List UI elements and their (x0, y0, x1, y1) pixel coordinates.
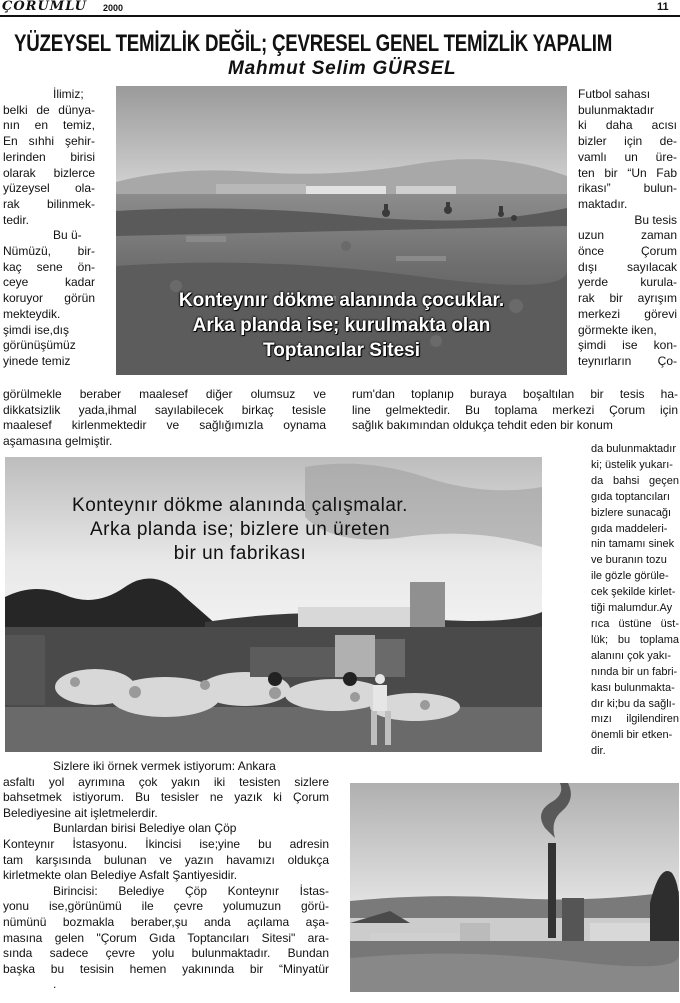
text-line: olarak bizlerce (3, 165, 95, 180)
text-line: yerde kurula- (578, 275, 677, 290)
text-line: nin tamamı sinek (591, 538, 675, 551)
text-line: ve buranın tozu (591, 554, 667, 567)
text-line: görmekte iken, (578, 322, 657, 337)
text-line: ile gözle görüle- (591, 570, 669, 583)
text-line: kirletmekte olan Belediye Asfalt Şantiyesidir. (3, 868, 238, 883)
text-line: yinede temiz (3, 353, 71, 368)
text-line: başka bu tesisin hemen yakınında bir “Minyatür (3, 961, 329, 976)
column-bottom-left (3, 759, 329, 993)
text-line: belki de dünya- (3, 102, 95, 117)
author-byline: Mahmut Selim GÜRSEL (228, 58, 457, 79)
column-right-top (578, 87, 677, 370)
text-line: rıca üstüne üst- (591, 617, 679, 630)
text-line: önce Çorum (578, 244, 677, 259)
text-line: merkezi görevi (578, 306, 677, 321)
text-line: . (53, 977, 57, 992)
text-line: önemli bir etken- (591, 729, 673, 742)
photo-illustration (350, 783, 679, 992)
text-line: maktadır. (578, 196, 628, 211)
text-line: bizler için de- (578, 134, 677, 149)
text-line: yüzeysel ola- (3, 181, 95, 196)
text-line: İlimiz; (53, 87, 84, 101)
text-line: bizlere sunacağı (591, 506, 672, 519)
text-line: gıda toptancıları (591, 490, 670, 503)
text-line: Bu tesis (634, 212, 677, 227)
text-line: gıda maddeleri- (591, 522, 668, 535)
text-line: Konteynır İstasyonu. İkincisi ise;yine bu adresin (3, 836, 329, 851)
text-line: masına gelen "Çorum Gıda Toptancıları Sitesi" ara- (3, 930, 329, 945)
text-line: da bulunmaktadır (591, 443, 676, 455)
text-line: rum'dan toplanıp buraya boşaltılan bir tesis ha- (352, 387, 678, 401)
text-line: mekteydik. (3, 306, 61, 321)
text-line: cek şekilde kirlet- (591, 586, 676, 599)
caption-line: Konteynır dökme alanında çocuklar. (178, 290, 505, 311)
text-line: dışı sayılacak (578, 259, 677, 274)
text-line: Bu ü- (53, 228, 82, 243)
text-line: maalesef kirlenmektedir ve sağlığımızla oynama (3, 418, 326, 433)
caption-line: Toptancılar Sitesi (263, 340, 420, 361)
text-line: da bahsi geçen (591, 474, 679, 487)
caption-line: Konteynır dökme alanında çalışmalar. (72, 495, 408, 516)
text-line: Birincisi: Belediye Çöp Konteynır İstas- (53, 883, 329, 898)
column-right-wide (352, 387, 678, 434)
text-line: dir. (591, 745, 606, 758)
text-line: rak bir ayrışım (578, 291, 677, 306)
text-line: ki; üstelik yukarı- (591, 458, 673, 471)
text-line: kaç sene ön- (3, 259, 95, 274)
text-line: uzun zaman (578, 228, 677, 243)
caption-line: Arka planda ise; bizlere un üreten (89, 519, 391, 540)
text-line: lerinden birisi (3, 149, 95, 164)
masthead-rule (0, 15, 680, 17)
text-line: rikası” bulun- (578, 181, 677, 196)
text-line: koruyor görün (3, 291, 95, 306)
text-line: Sizlere iki örnek vermek istiyorum: Ankara (53, 759, 276, 773)
text-line: görülmekle beraber maalesef diğer olumsuz ve (3, 387, 326, 401)
column-left-top (3, 87, 95, 370)
text-line: dikkatsizlik yada,ihmal sayılabilecek birkaç tesisle (3, 402, 326, 417)
text-line: line gelmektedir. Bu toplama merkezi Çorum için (352, 402, 678, 417)
text-line: nümünü bozmakla beraber,şu anda açılama aşa- (3, 914, 329, 929)
text-line: sında sadece çevre yolu bulunmaktadır. Bundan (3, 946, 329, 961)
text-line: lük; bu toplama (591, 633, 679, 646)
column-right-bottom (591, 442, 679, 760)
caption-line: bir un fabrikası (173, 543, 307, 564)
issue-year: 2000 (103, 3, 124, 13)
headline: YÜZEYSEL TEMİZLİK DEĞİL; ÇEVRESEL GENEL TEMİZLİK YAPALIM (14, 30, 613, 57)
text-line: ceye kadar (3, 275, 95, 290)
text-line: bahsetmek istiyorum. Bu tesisler ne yazık ki Çorum (3, 790, 329, 805)
text-line: En sıhhi şehir- (3, 134, 95, 149)
text-line: tedir. (3, 212, 30, 227)
caption-line: Arka planda ise; kurulmakta olan (192, 315, 491, 336)
text-line: vamlı un üre- (578, 149, 677, 164)
text-line: bulunmaktadır (578, 102, 655, 117)
text-line: asfaltı yol ayrımına çok yakın iki tesisten sizlere (3, 774, 329, 789)
text-line: nında bir un fabri- (591, 665, 678, 678)
text-line: ten bir “Un Fab (578, 165, 677, 180)
photo-caption-top (116, 288, 567, 363)
photo-asphalt-site (350, 783, 679, 992)
text-line: kası bulunmakta- (591, 681, 675, 694)
text-line: ki daha acısı (578, 118, 677, 133)
photo-caption-middle (5, 494, 475, 566)
text-line: teynırların Ço- (578, 353, 677, 368)
text-line: şimdi ise,dış (3, 322, 70, 337)
text-line: rak bilinmek- (3, 196, 95, 211)
text-line: sağlık bakımından oldukça tehdit eden bir konum (352, 418, 613, 433)
text-line: alanını çok yakı- (591, 649, 672, 662)
text-line: tiği malumdur.Ay (591, 602, 673, 615)
text-line: tam karşısında bulunan ve yazın havamızı oldukça (3, 852, 329, 867)
text-line: görünüşümüz (3, 338, 76, 353)
text-line: aşamasına gelmiştir. (3, 434, 113, 449)
text-line: Belediyesine ait işletmelerdir. (3, 805, 158, 820)
page-number: 11 (657, 1, 669, 13)
text-line: Nümüzü, bir- (3, 244, 95, 259)
text-line: yonu ise,görünümü ile çevre yolumuzun görü- (3, 899, 329, 914)
text-line: Bunlardan birisi Belediye olan Çöp (53, 821, 237, 836)
masthead-logo: ÇORUMLU (2, 0, 87, 14)
text-line: Futbol sahası (578, 87, 651, 101)
text-line: nın en temiz, (3, 118, 95, 133)
text-line: mızı ilgilendiren (591, 713, 679, 726)
text-line: dır ki;bu da sağlı- (591, 697, 676, 710)
text-line: şimdi ise kon- (578, 338, 677, 353)
column-left-wide (3, 387, 326, 450)
